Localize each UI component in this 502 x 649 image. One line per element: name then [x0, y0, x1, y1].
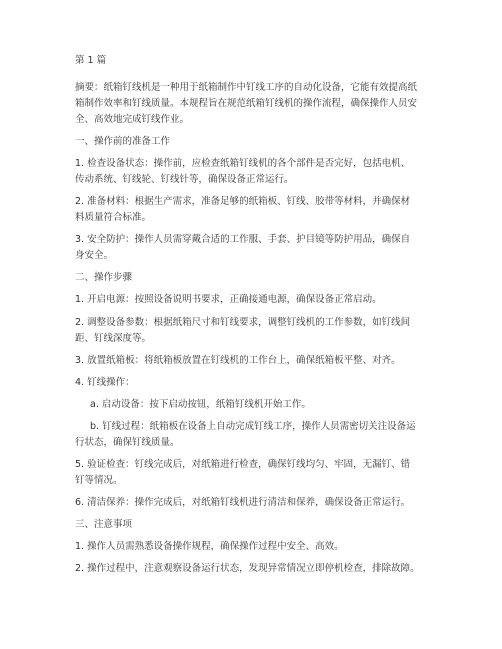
s2-item-2: 2. 调整设备参数：根据纸箱尺寸和钉线要求，调整钉线机的工作参数，如钉线间 [75, 317, 411, 328]
abstract-line-2: 箱制作效率和钉线质量。本规程旨在规范纸箱钉线机的操作流程，确保操作人员安 [75, 98, 418, 109]
abstract-line-1: 摘要：纸箱钉线机是一种用于纸箱制作中钉线工序的自动化设备，它能有效提高纸 [75, 82, 418, 93]
s2-item-3: 3. 放置纸箱板：将纸箱板放置在钉线机的工作台上，确保纸箱板平整、对齐。 [75, 355, 401, 366]
s2-item-5: 5. 验证检查：钉线完成后，对纸箱进行检查，确保钉线均匀、牢固，无漏钉、错 [75, 459, 411, 470]
s1-item-3-cont: 身安全。 [75, 250, 114, 261]
doc-title: 第 1 篇 [75, 55, 107, 66]
section-heading-1: 一、操作前的准备工作 [75, 136, 171, 147]
s1-item-2-cont: 料质量符合标准。 [75, 212, 152, 223]
s2-subitem-a: a. 启动设备：按下启动按钮，纸箱钉线机开始工作。 [90, 399, 311, 410]
s2-item-2-cont: 距、钉线深度等。 [75, 333, 152, 344]
s2-item-6: 6. 清洁保养：操作完成后，对纸箱钉线机进行清洁和保养，确保设备正常运行。 [75, 497, 411, 508]
s3-item-1: 1. 操作人员需熟悉设备操作规程，确保操作过程中安全、高效。 [75, 541, 344, 552]
s1-item-3: 3. 安全防护：操作人员需穿戴合适的工作服、手套、护目镜等防护用品，确保自 [75, 234, 411, 245]
s3-item-2: 2. 操作过程中，注意观察设备运行状态，发现异常情况立即停机检查，排除故障。 [75, 563, 420, 574]
s2-item-5-cont: 钉等情况。 [75, 475, 123, 486]
section-heading-3: 三、注意事项 [75, 519, 133, 530]
s1-item-1: 1. 检查设备状态：操作前，应检查纸箱钉线机的各个部件是否完好，包括电机、 [75, 158, 411, 169]
s2-subitem-b-cont: 行状态，确保钉线质量。 [75, 437, 180, 448]
s2-subitem-b: b. 钉线过程：纸箱板在设备上自动完成钉线工序，操作人员需密切关注设备运 [90, 421, 416, 432]
section-heading-2: 二、操作步骤 [75, 272, 133, 283]
s2-item-1: 1. 开启电源：按照设备说明书要求，正确接通电源，确保设备正常启动。 [75, 294, 382, 305]
s2-item-4: 4. 钉线操作： [75, 377, 135, 388]
s1-item-2: 2. 准备材料：根据生产需求，准备足够的纸箱板、钉线、胶带等材料，并确保材 [75, 196, 411, 207]
abstract-line-3: 全、高效地完成钉线作业。 [75, 114, 190, 125]
s1-item-1-cont: 传动系统、钉线轮、钉线针等，确保设备正常运行。 [75, 174, 294, 185]
